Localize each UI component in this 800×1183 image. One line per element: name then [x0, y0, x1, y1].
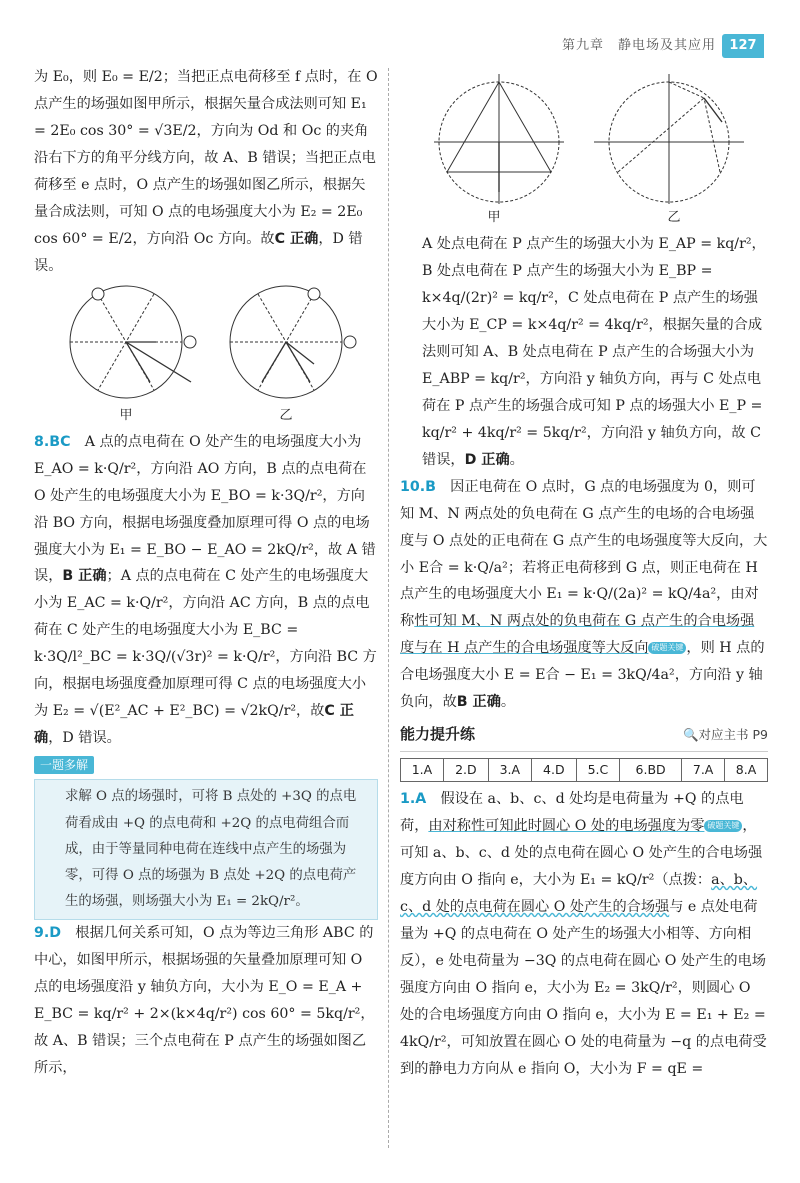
diagram-jia-axes [434, 74, 564, 204]
diagram-yi [230, 286, 356, 398]
q10-badge: 破题关键 [648, 642, 686, 654]
right-column [400, 64, 768, 1083]
question-8: 8.BC A 点的点电荷在 O 处产生的电场强度大小为 E_AO = k·Q/r²，方向沿 AO 方向，B 点的点电荷在 O 处产生的电场强度大小为 E_BO = k·3Q/r²，方向沿 BO 方向，根据电场强度叠加原理可得 O 点的电场强度大小为 E₁ = E_BO − E_AO = 2kQ/r²，故 A 错误，B 正确；A 点的点电荷在 C 处产生的电场强度大小为 E_AC = k·Q/r²，方向沿 AC 方向，B 点的点电荷在 C 处产生的电场强度大小为 E_BC = k·3Q/l²_BC = k·3Q/(√3r)² = k·Q/r²，方向沿 BC 方向，根据电场强度叠加原理可得 C 点的电场强度大小为 E₂ = √(E²_AC + E²_BC) = √2kQ/r²，故C 正确，D 错误。 [34, 433, 377, 747]
solution-1: 1.A 假设在 a、b、c、d 处均是电荷量为 +Q 的点电荷，由对称性可知此时圆心 O 处的电场强度为零 破题关键 ，可知 a、b、c、d 处的点电荷在圆心 O 处产生的合电场强度方向由 O 指向 e，大小为 E₁ = kQ/r²（点拨：a、b、c、d 处的点电荷在圆心 O 处产生的合场强与 e 点处电荷量为 +Q 的点电荷在 O 处产生的场强大小相等、方向相反），e 处电荷量为 −3Q 的点电荷在圆心 O 处产生的电场强度方向由 O 指向 e，大小为 E₂ = 3kQ/r²，则圆心 O 处的合电场强度方向由 O 指向 e，大小为 E = E₁ + E₂ = 4kQ/r²，可知放置在圆心 O 处的电荷量为 −q 的点电荷受到的静电力方向从 e 指向 O，大小为 F = qE = [400, 790, 767, 1077]
diagram-yi-axes [594, 74, 744, 204]
search-icon: 🔍 [682, 726, 699, 742]
q10-answer: B [425, 478, 436, 495]
answer-cell: 1.A [401, 758, 444, 781]
answer-cell: 3.A [488, 758, 531, 781]
section-ref: 🔍对应主书 P9 [682, 726, 768, 742]
column-divider [388, 68, 389, 1148]
answer-cell: 5.C [576, 758, 619, 781]
answer-table [400, 758, 768, 782]
caption-yi: 乙 [279, 407, 293, 423]
multi-solution-box [34, 779, 378, 920]
section-title: 能力提升练 [400, 725, 476, 744]
right-figure-captions [404, 206, 764, 231]
figure-captions [46, 404, 366, 429]
answer-row [401, 758, 768, 781]
answer-cell: 2.D [443, 758, 488, 781]
s1-wavy-underline: a、b、c、d 处的点电荷在圆心 O 处产生的合场强 [400, 871, 758, 915]
page-number: 127 [722, 34, 764, 58]
left-paragraph-1: 为 E₀，则 E₀ = E/2；当把正点电荷移至 f 点时，在 O 点产生的场强如图甲所示，根据矢量合成法则可知 E₁ = 2E₀ cos 30° = √3E/2，方向为 Od 和 Oc 的夹角沿右下方的角平分线方向，故 A、B 错误；当把正点电荷移至 e 点时，O 点产生的场强如图乙所示，根据矢量合成法则，可知 O 点的电场强度大小为 E₂ = 2E₀ cos 60° = E/2，方向沿 Oc 方向。故C 正确，D 错误。 [34, 69, 378, 274]
s1-key-underline: 由对称性可知此时圆心 O 处的电场强度为零 [428, 817, 705, 834]
diagram-jia [70, 286, 196, 398]
page-header [0, 34, 800, 60]
s1-badge: 破题关键 [704, 820, 742, 832]
left-column [34, 64, 378, 1082]
triangle-diagram-pair [404, 68, 764, 208]
q8-answer: BC [49, 433, 71, 450]
question-10: 10.B 因正电荷在 O 点时，G 点的电场强度为 0，则可知 M、N 两点处的负电荷在 G 点产生的电场的合电场强度与 O 点处的正电荷在 G 点产生的电场强度等大反向，大小 E合 = k·Q/a²；若将正电荷移到 G 点，则正电荷在 H 点产生的电场强度大小 E₁ = k·Q/(2a)² = kQ/4a²，由对称性可知 M、N 两点处的负电荷在 G 点产生的合电场强度与在 H 点产生的合电场强度等大反向 破题关键 ，则 H 点的合电场强度大小 E = E合 − E₁ = 3kQ/4a²，方向沿 y 轴负向，故B 正确。 [400, 478, 768, 711]
right-paragraph-1: A 处点电荷在 P 点产生的场强大小为 E_AP = kq/r²，B 处点电荷在 P 点产生的场强大小为 E_BP = k×4q/(2r)² = kq/r²，C 处点电荷在 P 点产生的场强大小为 E_CP = k×4q/r² = 4kq/r²，根据矢量的合成法则可知 A、B 处点电荷在 P 点产生的合场强大小为 E_ABP = kq/r²，方向沿 y 轴负方向，再与 C 处点电荷在 P 点产生的场强合成可知 P 点的场强大小 E_P = kq/r² + 4kq/r² = 5kq/r²，方向沿 y 轴负方向，故 C 错误，D 正确。 [422, 235, 766, 468]
answer-cell: 7.A [682, 758, 725, 781]
multi-solution-tag: 一题多解 [34, 756, 94, 774]
circle-diagram-pair [46, 284, 366, 404]
section-header [400, 720, 768, 752]
caption-jia: 甲 [119, 407, 133, 423]
q9-answer: D [49, 925, 62, 942]
chapter-title: 第九章 静电场及其应用 [561, 38, 716, 53]
note-text: 求解 O 点的场强时，可将 B 点处的 +3Q 的点电荷看成由 +Q 的点电荷和 +2Q 的点电荷组合而成，由于等量同种电荷在连线中点产生的场强为零，可得 O 点的场强为 B 点处 +2Q 的点电荷产生的场强，则场强大小为 E₁ = 2kQ/r²。 [65, 789, 357, 909]
caption-jia-right: 甲 [487, 210, 501, 225]
answer-cell: 6.BD [620, 758, 682, 781]
q10-key-underline: 性可知 M、N 两点处的负电荷在 G 点产生的合电场强度与在 H 点产生的合电场强度等大反向 [400, 613, 755, 657]
s1-answer: A [415, 790, 427, 807]
answer-cell: 8.A [725, 758, 768, 781]
answer-cell: 4.D [531, 758, 576, 781]
key-answer: C 正确 [274, 230, 319, 247]
caption-yi-right: 乙 [667, 210, 681, 225]
question-9: 9.D 根据几何关系可知，O 点为等边三角形 ABC 的中心，如图甲所示，根据场强的矢量叠加原理可知 O 点的电场强度沿 y 轴负方向，大小为 E_O = E_A + E_BC = kq/r² + 2×(k×4q/r²) cos 60° = 5kq/r²，故 A、B 错误；三个点电荷在 P 点产生的场强如图乙所示， [34, 925, 375, 1076]
